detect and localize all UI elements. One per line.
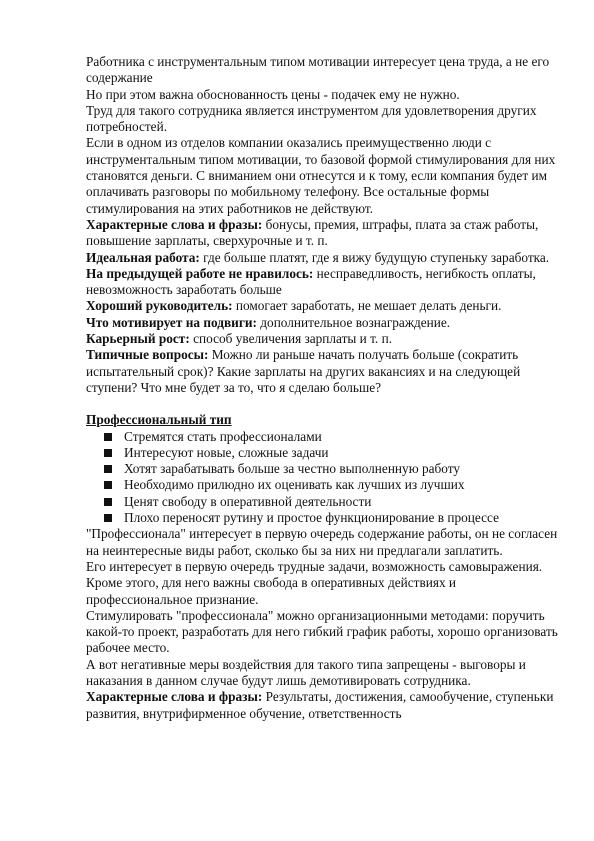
professional-paragraph-5: А вот негативные меры воздействия для такого типа запрещены - выговоры и наказания в данном случае будут лишь демотивировать сотрудника. [86, 656, 526, 688]
professional-bullet-list [86, 429, 560, 527]
instrumental-keywords [86, 217, 560, 250]
field-text: дополнительное вознаграждение. [256, 314, 451, 330]
list-item: Плохо переносят рутину и простое функционирование в процессе [102, 510, 560, 526]
square-bullet-icon [104, 433, 112, 441]
section-heading: Профессиональный тип [86, 412, 232, 428]
square-bullet-icon [104, 465, 112, 473]
list-item: Стремятся стать профессионалами [102, 429, 560, 445]
intro-paragraph-4: Если в одном из отделов компании оказались преимущественно люди с инструментальным типом мотивации, то базовой формой стимулирования для них становятся деньги. С вниманием они отнесутся и к тому, если компания будет им оплачивать разговоры по мобильному телефону. Все остальные формы стимулирования на этих работников не действуют. [86, 135, 556, 216]
professional-paragraph-3: Кроме этого, для него важны свобода в оперативных действиях и профессиональное признание. [86, 575, 457, 607]
field-text: бонусы, премия, штрафы, плата за стаж работы, повышение зарплаты, сверхурочные и т. п. [86, 216, 539, 249]
instrumental-good-manager [86, 298, 560, 314]
field-label: Что мотивирует на подвиги: [86, 314, 257, 330]
professional-keywords [86, 689, 560, 722]
field-text: несправедливость, негибкость оплаты, невозможность заработать больше [86, 265, 536, 298]
list-item: Ценят свободу в оперативной деятельности [102, 494, 560, 510]
square-bullet-icon [104, 481, 112, 489]
list-item: Интересуют новые, сложные задачи [102, 445, 560, 461]
instrumental-previous-job [86, 266, 560, 299]
field-text: способ увеличения зарплаты и т. п. [189, 331, 393, 347]
square-bullet-icon [104, 514, 112, 522]
professional-paragraph-4: Стимулировать "профессионала" можно организационными методами: поручить какой-то проект, разработать для него гибкий график работы, хорошо организовать рабочее место. [86, 607, 558, 656]
professional-paragraph-1: "Профессионала" интересует в первую очередь содержание работы, он не согласен на неинтересные виды работ, сколько бы за них ни предлагали заплатить. [86, 526, 558, 558]
list-item: Хотят зарабатывать больше за честно выполненную работу [102, 461, 560, 477]
square-bullet-icon [104, 498, 112, 506]
document-page [86, 54, 560, 722]
field-label: Типичные вопросы: [86, 347, 209, 363]
field-text: Можно ли раньше начать получать больше (сократить испытательный срок)? Какие зарплаты на других вакансиях и на следующей ступени? Что мне будет за то, что я сделаю больше? [86, 347, 521, 395]
field-label: Хороший руководитель: [86, 298, 233, 314]
intro-paragraph-2: Но при этом важна обоснованность цены - подачек ему не нужно. [86, 86, 460, 102]
instrumental-motivation [86, 315, 560, 331]
field-text: Результаты, достижения, самообучение, ступеньки развития, внутрифирменное обучение, ответственность [86, 689, 554, 721]
intro-paragraph-3: Труд для такого сотрудника является инструментом для удовлетворения других потребностей. [86, 102, 537, 135]
field-label: На предыдущей работе не нравилось: [86, 265, 314, 281]
field-label: Характерные слова и фразы: [86, 689, 263, 705]
instrumental-questions [86, 347, 560, 396]
instrumental-career [86, 331, 560, 347]
section-gap [86, 396, 560, 412]
intro-paragraph-1: Работника с инструментальным типом мотивации интересует цена труда, а не его содержание [86, 54, 550, 86]
list-item: Необходимо прилюдно их оценивать как лучших из лучших [102, 477, 560, 493]
instrumental-ideal-job [86, 250, 560, 266]
professional-paragraph-2: Его интересует в первую очередь трудные задачи, возможность самовыражения. [86, 558, 543, 574]
square-bullet-icon [104, 449, 112, 457]
field-label: Характерные слова и фразы: [86, 216, 263, 232]
field-label: Идеальная работа: [86, 249, 200, 265]
field-text: помогает заработать, не мешает делать деньги. [232, 298, 502, 314]
field-text: где больше платят, где я вижу будущую ступеньку заработка. [199, 249, 550, 265]
field-label: Карьерный рост: [86, 331, 190, 347]
